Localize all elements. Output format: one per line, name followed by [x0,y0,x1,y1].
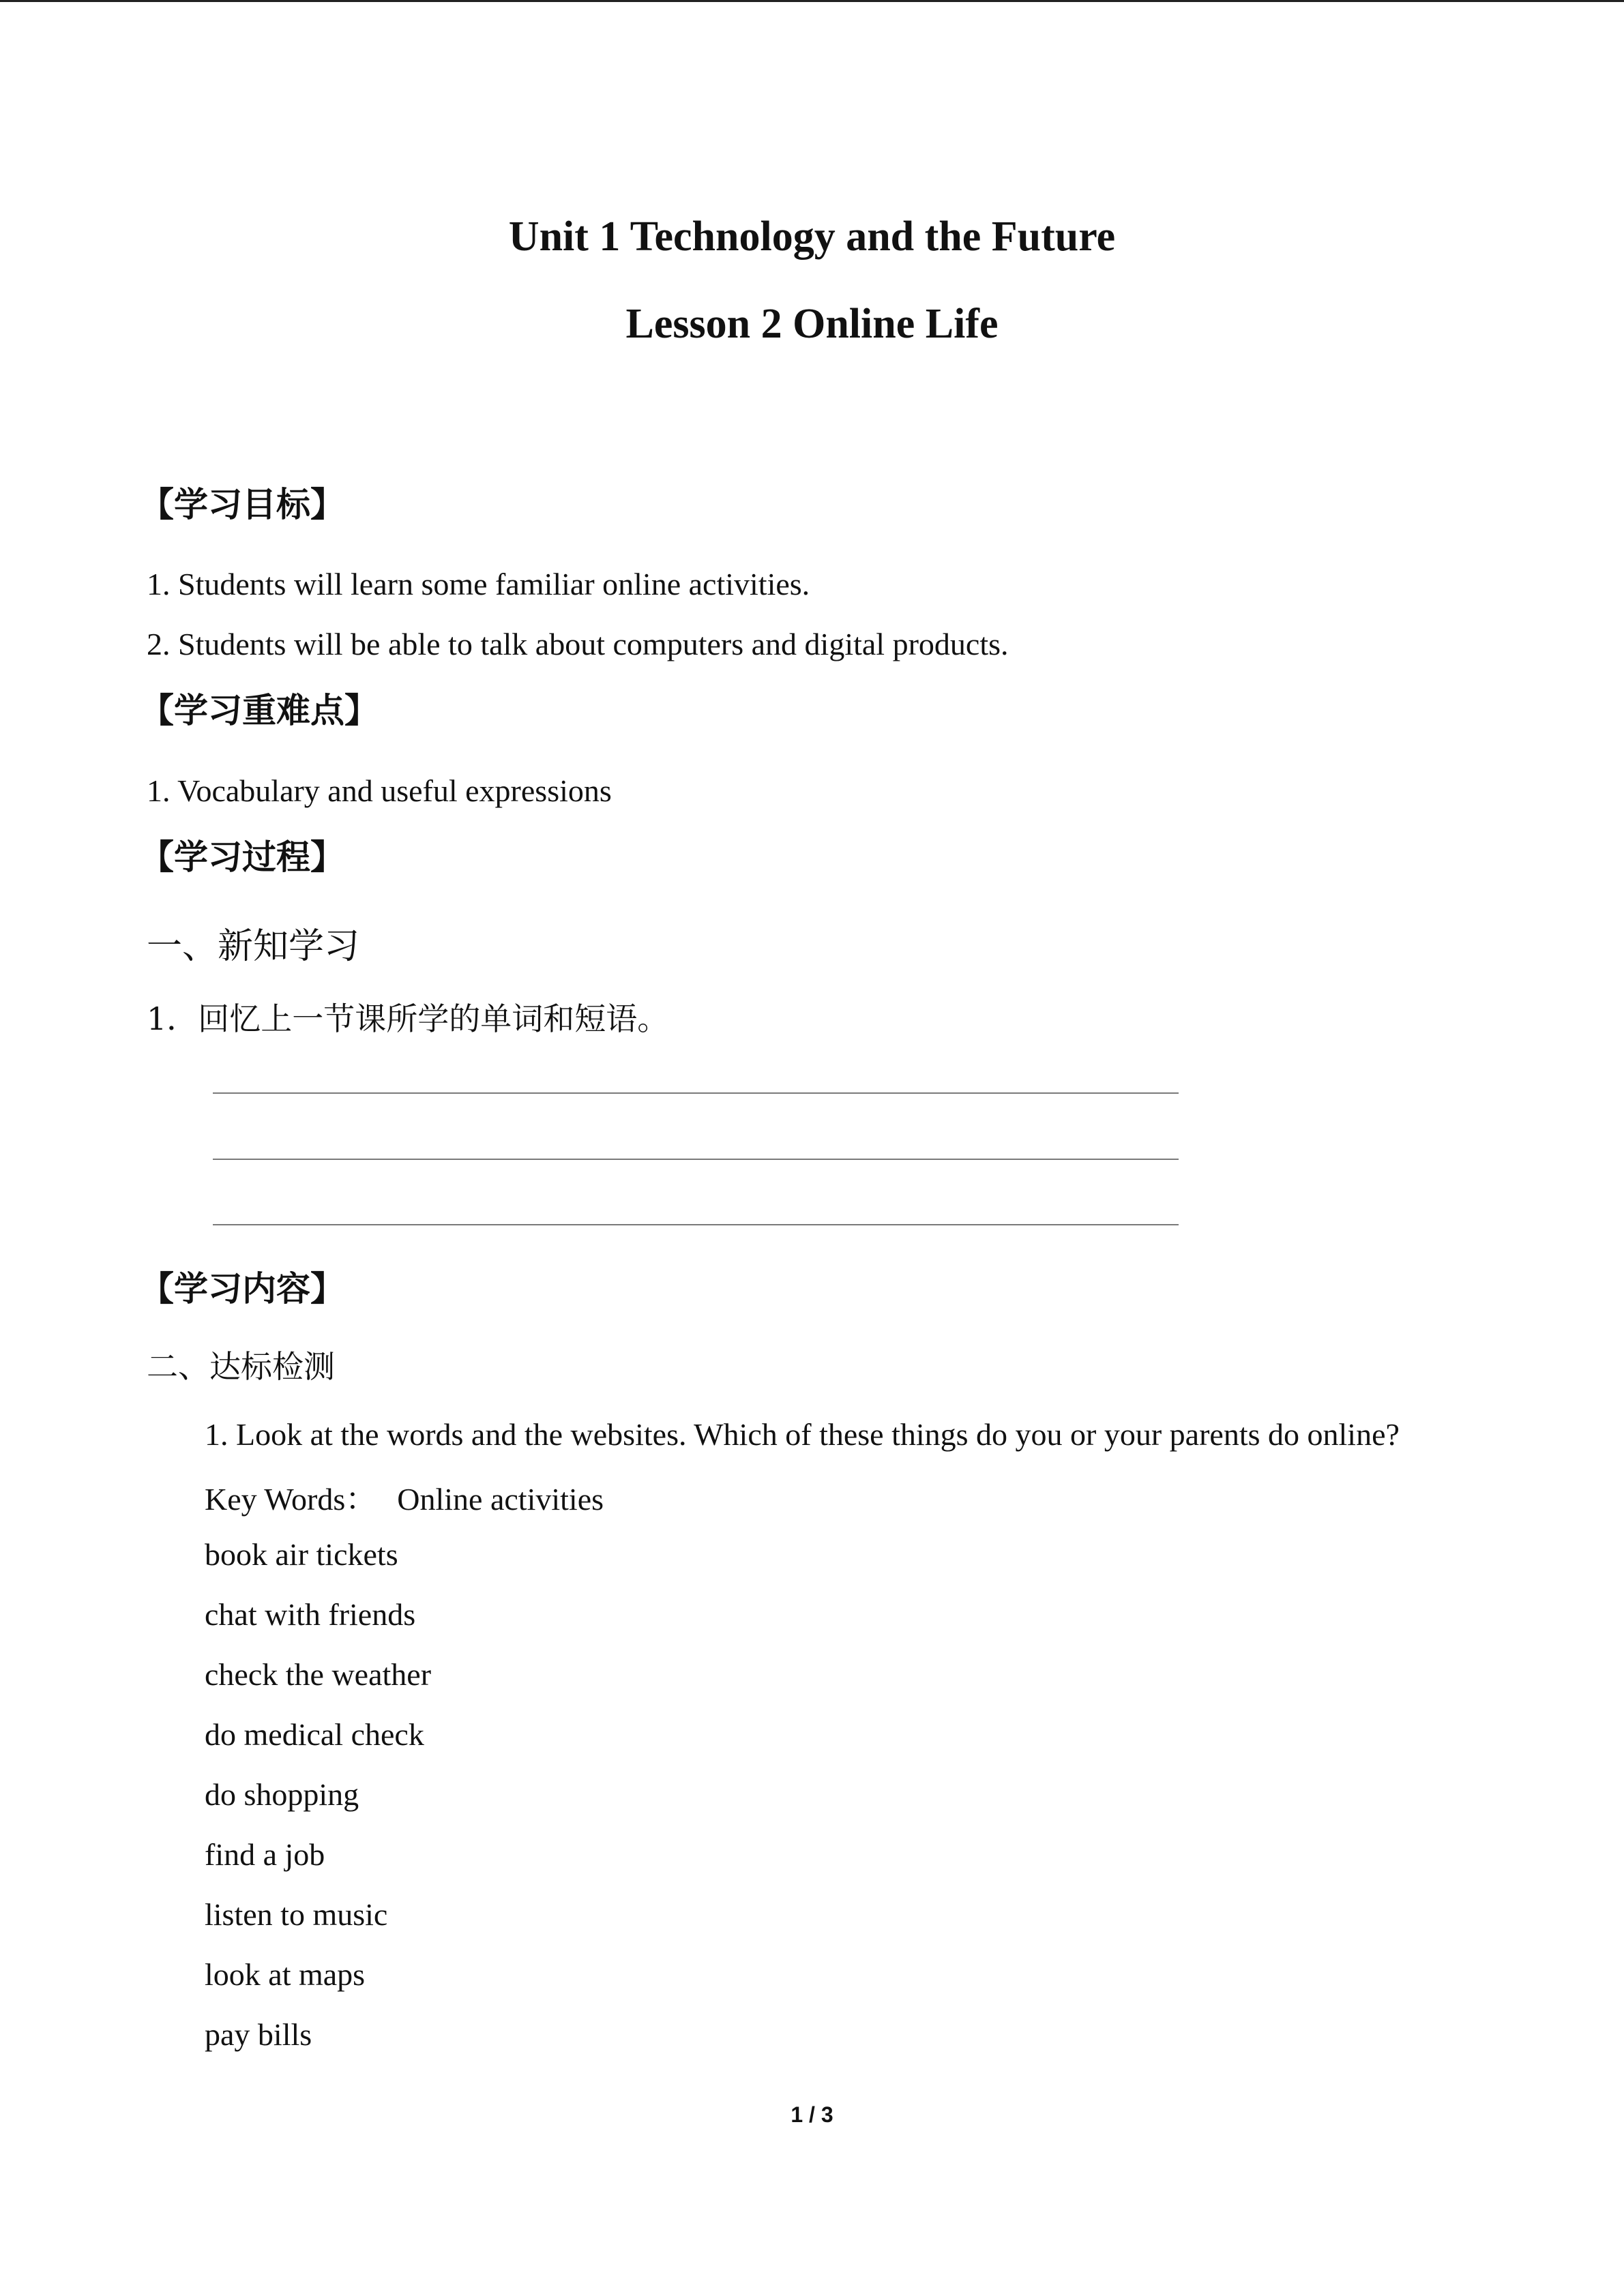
activity-item: do medical check [205,1717,424,1752]
lesson-title: Lesson 2 Online Life [625,301,999,347]
objective-item-1: 1. Students will learn some familiar online activities. [147,567,810,601]
activity-item: pay bills [205,2017,312,2052]
key-point-item-1: 1. Vocabulary and useful expressions [147,773,612,808]
page-top-border [0,0,1624,2]
answer-blank-line [213,1092,1179,1094]
activity-item: check the weather [205,1657,432,1692]
unit-title: Unit 1 Technology and the Future [508,213,1116,260]
activity-item: chat with friends [205,1597,416,1632]
content-subheading: 二、达标检测 [147,1348,335,1385]
key-points-heading: 【学习重难点】 [140,691,379,730]
objective-item-2: 2. Students will be able to talk about computers and digital products. [147,627,1009,661]
key-words-label: Key Words： [205,1482,377,1517]
activity-item: look at maps [205,1957,366,1992]
activity-item: do shopping [205,1777,359,1812]
answer-blank-line [213,1224,1179,1225]
key-words-line [205,1474,604,1519]
answer-blank-line [213,1159,1179,1160]
page-indicator: 1 / 3 [791,2102,833,2127]
content-heading: 【学习内容】 [140,1269,344,1309]
key-words-topic: Online activities [397,1482,604,1517]
process-task: 1．回忆上一节课所学的单词和短语。 [147,1000,669,1037]
process-heading: 【学习过程】 [140,837,344,877]
activity-item: book air tickets [205,1537,398,1572]
process-subheading: 一、新知学习 [147,926,360,967]
activity-item: listen to music [205,1897,388,1932]
exercise-question: 1. Look at the words and the websites. Which of these things do you or your parents do online? [205,1417,1400,1452]
activity-item: find a job [205,1837,325,1872]
objectives-heading: 【学习目标】 [140,485,344,524]
